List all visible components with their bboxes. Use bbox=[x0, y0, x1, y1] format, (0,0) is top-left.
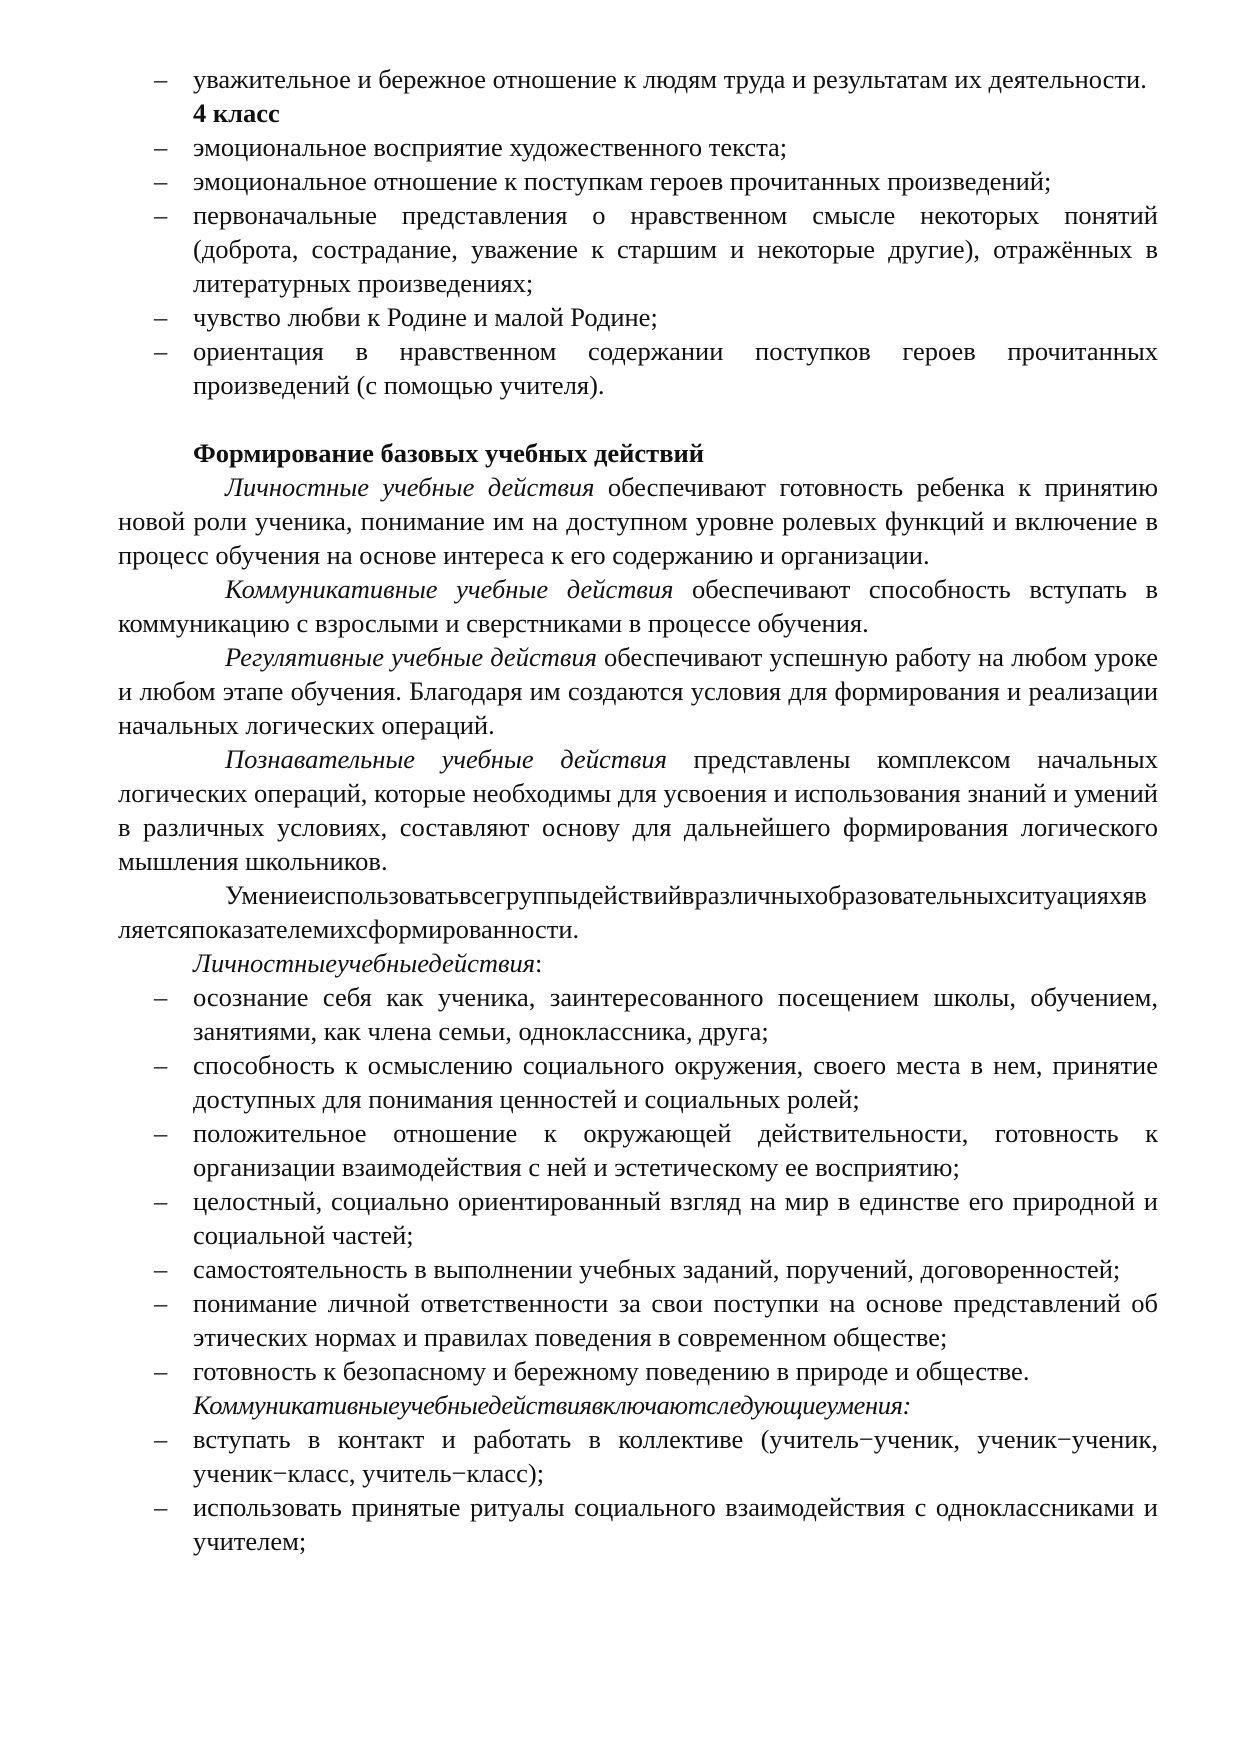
paragraph-personal: Личностные учебные действия обеспечивают готовность ребенка к принятию новой роли ученика, понимание им на доступном уровне ролевых функций и включение в процесс обучения на основе интереса к его содержанию и организации. bbox=[118, 472, 1158, 570]
list-item: – понимание личной ответственности за свои поступки на основе представлений об этических нормах и правилах поведения в современном обществе; bbox=[154, 1288, 1158, 1352]
list-item: – ориентация в нравственном содержании поступков героев прочитанных произведений (с помощью учителя). bbox=[154, 336, 1158, 400]
list-item: – эмоциональное восприятие художественного текста; bbox=[154, 132, 788, 162]
list-item: – первоначальные представления о нравственном смысле некоторых понятий (доброта, сострадание, уважение к старшим и некоторые другие), отражённых в литературных произведениях; bbox=[154, 200, 1158, 298]
list-item: – использовать принятые ритуалы социального взаимодействия с одноклассниками и учителем; bbox=[154, 1492, 1158, 1556]
personal-actions-heading: Личностныеучебныедействия: bbox=[193, 948, 543, 978]
list-item: – уважительное и бережное отношение к людям труда и результатам их деятельности. bbox=[154, 64, 1147, 94]
paragraph-skills-usage: Умениеиспользоватьвсегруппыдействийвразличныхобразовательныхситуацияхявляетсяпоказателемихсформированности. bbox=[118, 880, 1147, 944]
list-item: – способность к осмыслению социального окружения, своего места в нем, принятие доступных для понимания ценностей и социальных ролей; bbox=[154, 1050, 1158, 1114]
section-title: Формирование базовых учебных действий bbox=[193, 438, 705, 468]
communicative-actions-heading: Коммуникативныеучебныедействиявключаютследующиеумения: bbox=[193, 1390, 911, 1420]
paragraph-cognitive: Познавательные учебные действия представлены комплексом начальных логических операций, которые необходимы для усвоения и использования знаний и умений в различных условиях, составляют основу для дальнейшего формирования логического мышления школьников. bbox=[118, 744, 1158, 876]
intro-list bbox=[118, 62, 1158, 96]
list-item: – эмоциональное отношение к поступкам героев прочитанных произведений; bbox=[154, 166, 1052, 196]
list-item: – самостоятельность в выполнении учебных заданий, поручений, договоренностей; bbox=[154, 1254, 1121, 1284]
list-item: – целостный, социально ориентированный взгляд на мир в единстве его природной и социальной частей; bbox=[154, 1186, 1158, 1250]
document-body bbox=[118, 62, 1158, 1558]
grade-heading: 4 класс bbox=[193, 98, 280, 128]
list-item: – вступать в контакт и работать в коллективе (учитель−ученик, ученик−ученик, ученик−класс, учитель−класс); bbox=[154, 1424, 1158, 1488]
list-item: – готовность к безопасному и бережному поведению в природе и обществе. bbox=[154, 1356, 1030, 1386]
personal-actions-list bbox=[118, 980, 1158, 1388]
grade4-list bbox=[118, 130, 1158, 402]
paragraph-communicative: Коммуникативные учебные действия обеспечивают способность вступать в коммуникацию с взрослыми и сверстниками в процессе обучения. bbox=[118, 574, 1158, 638]
paragraph-regulative: Регулятивные учебные действия обеспечивают успешную работу на любом уроке и любом этапе обучения. Благодаря им создаются условия для формирования и реализации начальных логических операций. bbox=[118, 642, 1158, 740]
communicative-actions-list bbox=[118, 1422, 1158, 1558]
list-item: – осознание себя как ученика, заинтересованного посещением школы, обучением, занятиями, как члена семьи, одноклассника, друга; bbox=[154, 982, 1158, 1046]
list-item: – положительное отношение к окружающей действительности, готовность к организации взаимодействия с ней и эстетическому ее восприятию; bbox=[154, 1118, 1158, 1182]
list-item: – чувство любви к Родине и малой Родине; bbox=[154, 302, 658, 332]
